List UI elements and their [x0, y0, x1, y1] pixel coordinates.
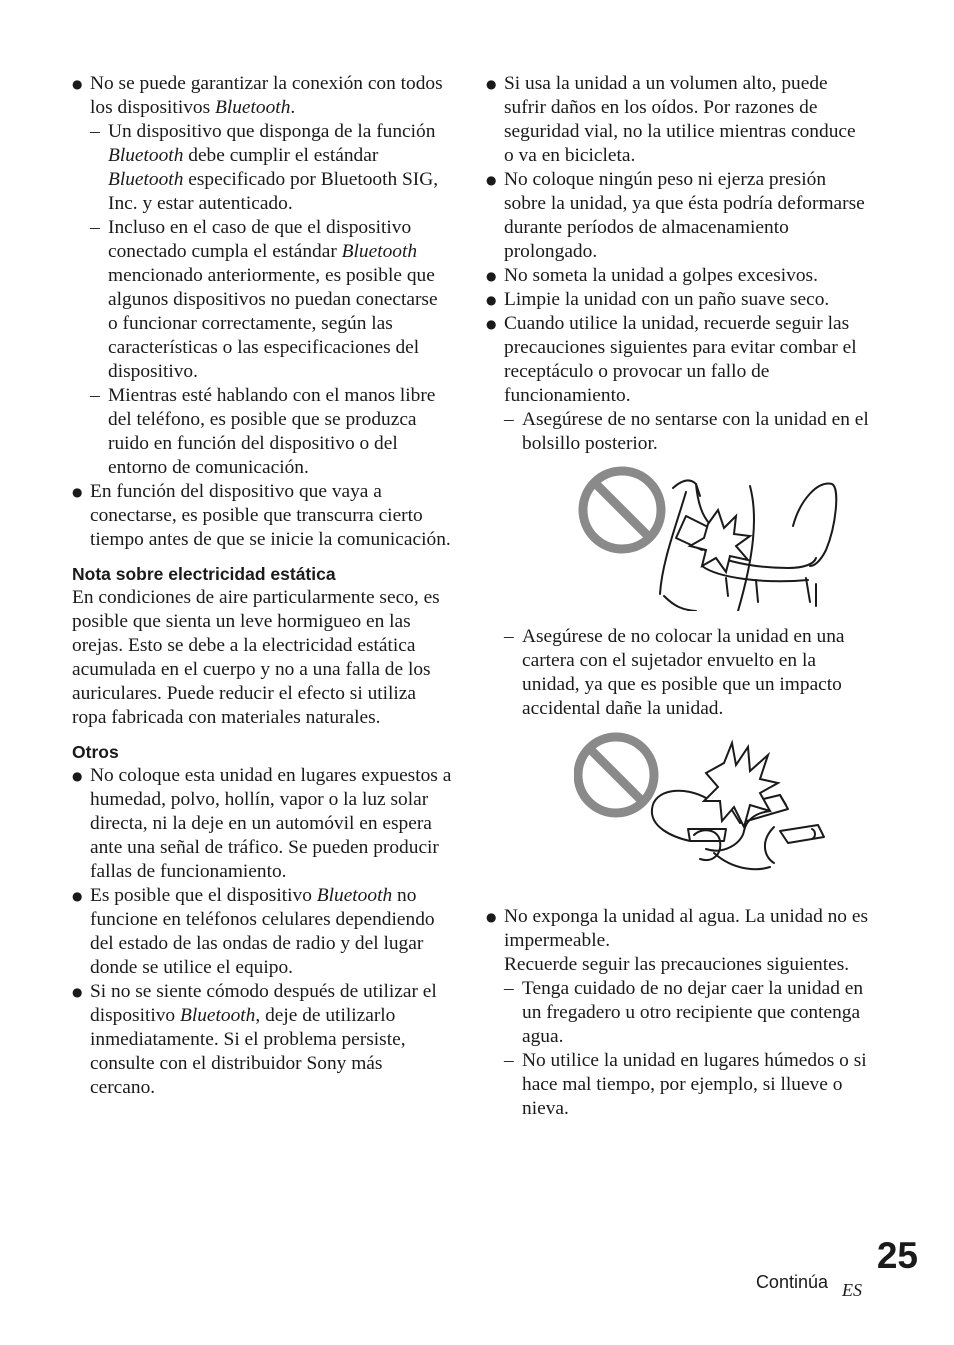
left-column — [72, 72, 452, 1100]
language-code: ES — [842, 1280, 862, 1300]
bluetooth-notes-list — [72, 72, 452, 552]
others-heading: Otros — [72, 742, 119, 762]
list-item: – No utilice la unidad en lugares húmedos o si hace mal tiempo, por ejemplo, si llueve o nieva. — [504, 1049, 870, 1121]
list-item: ● Limpie la unidad con un paño suave seco. — [486, 288, 870, 312]
bluetooth-connection-note: ● No se puede garantizar la conexión con todos los dispositivos Bluetooth. — [90, 73, 443, 118]
prohibited-icon — [583, 471, 661, 549]
list-item: ● No exponga la unidad al agua. La unidad no es impermeable. Recuerde seguir las precauciones siguientes. – Tenga cuidado de no dejar caer la unidad en un fregadero u otro recipiente que contenga agua. – No utilice la unidad en lugares húmedos o si hace mal tiempo, por ejemplo, si llueve o nieva. — [486, 905, 870, 1121]
list-item: – Tenga cuidado de no dejar caer la unidad en un fregadero u otro recipiente que contenga agua. — [504, 977, 870, 1049]
others-list — [72, 764, 452, 1100]
list-item: ● No coloque ningún peso ni ejerza presión sobre la unidad, ya que ésta podría deformarse durante períodos de almacenamiento prolongado. — [486, 168, 870, 264]
list-item: ● No coloque esta unidad en lugares expuestos a humedad, polvo, hollín, vapor o la luz solar directa, ni la deje en un automóvil en espera ante una señal de tráfico. Se pueden producir fallas de funcionamiento. — [72, 764, 452, 884]
water-sublist — [504, 977, 870, 1121]
bluetooth-sublist — [90, 120, 452, 480]
list-item: – Mientras esté hablando con el manos libre del teléfono, es posible que se produzca ruido en función del dispositivo o del entorno de comunicación. — [90, 384, 452, 480]
list-item: ● Si usa la unidad a un volumen alto, puede sufrir daños en los oídos. Por razones de seguridad vial, no la utilice mientras conduce o va en bicicleta. — [486, 72, 870, 168]
precautions-list — [486, 72, 870, 1121]
list-item: ● No someta la unidad a golpes excesivos. — [486, 264, 870, 288]
list-item: ● Si no se siente cómodo después de utilizar el dispositivo Bluetooth, deje de utilizarlo inmediatamente. Si el problema persiste, consulte con el distribuidor Sony más cercano. — [72, 980, 452, 1100]
list-item: ● En función del dispositivo que vaya a conectarse, es posible que transcurra cierto tiempo antes de que se inicie la comunicación. — [72, 480, 452, 552]
no-back-pocket-illustration — [578, 466, 888, 611]
prohibited-icon — [578, 737, 654, 813]
page-footer — [718, 1236, 918, 1306]
list-item: – Incluso en el caso de que el dispositivo conectado cumpla el estándar Bluetooth mencionado anteriormente, es posible que algunos dispositivos no puedan conectarse o funcionar correctamente, según las características o las especificaciones del dispositivo. — [90, 216, 452, 384]
list-item: ● Cuando utilice la unidad, recuerde seguir las precauciones siguientes para evitar combar el receptáculo o provocar un fallo de funcionamiento. – Asegúrese de no sentarse con la unidad en el bolsillo posterior. – Asegúrese de no colocar la unidad en una cartera con el sujetador envuelto en la unidad, ya que es posible que un impacto accidental dañe la unidad. — [486, 312, 870, 881]
page-number: 25 — [876, 1235, 918, 1276]
continue-label: Continúa — [755, 1272, 828, 1292]
list-item: ● Es posible que el dispositivo Bluetooth no funcione en teléfonos celulares dependiendo del estado de las ondas de radio y del lugar donde se utilice el equipo. — [72, 884, 452, 980]
no-handbag-illustration — [574, 731, 844, 881]
right-column — [486, 72, 870, 1121]
list-item — [72, 72, 452, 480]
precautions-sublist — [504, 408, 870, 881]
static-electricity-heading: Nota sobre electricidad estática — [72, 564, 336, 584]
list-item: – Asegúrese de no sentarse con la unidad en el bolsillo posterior. — [504, 408, 870, 611]
list-item: – Un dispositivo que disponga de la función Bluetooth debe cumplir el estándar Bluetooth especificado por Bluetooth SIG, Inc. y estar autenticado. — [90, 120, 452, 216]
static-electricity-text: En condiciones de aire particularmente seco, es posible que sienta un leve hormigueo en las orejas. Esto se debe a la electricidad estática acumulada en el cuerpo y no a una falla de los auriculares. Puede reducir el efecto si utiliza ropa fabricada con materiales naturales. — [72, 587, 440, 728]
list-item: – Asegúrese de no colocar la unidad en una cartera con el sujetador envuelto en la unidad, ya que es posible que un impacto accidental dañe la unidad. — [504, 625, 870, 881]
